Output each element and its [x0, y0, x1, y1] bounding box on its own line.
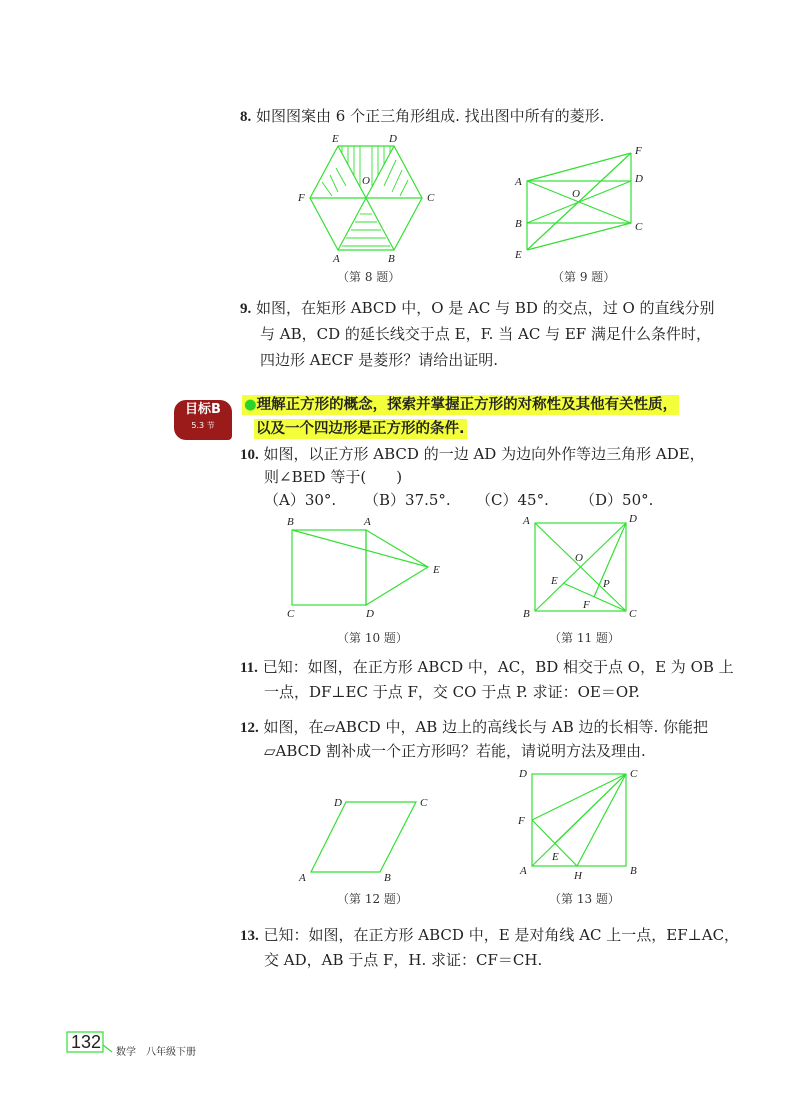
label-D: D: [635, 173, 643, 185]
label-F: F: [518, 815, 525, 827]
label-C: C: [420, 797, 428, 809]
option-d: （D）50°.: [580, 491, 654, 509]
label-A: A: [523, 515, 530, 527]
square-figure-11: [522, 513, 637, 620]
label-D: D: [389, 133, 397, 145]
question-text: 如图图案由 6 个正三角形组成. 找出图中所有的菱形.: [256, 107, 605, 125]
label-P: P: [603, 578, 610, 590]
option-a: （A）30°.: [264, 491, 337, 509]
label-C: C: [427, 192, 435, 204]
label-B: B: [388, 253, 395, 265]
question-number: 8.: [240, 109, 252, 125]
figure-8-caption: （第 8 题）: [337, 270, 401, 284]
question-12: [240, 717, 708, 738]
label-B: B: [523, 608, 530, 620]
question-10: [240, 444, 705, 465]
label-D: D: [334, 797, 342, 809]
question-text-line: 已知：如图，在正方形 ABCD 中，E 是对角线 AC 上一点，EF⊥AC，: [263, 926, 740, 944]
label-E: E: [332, 133, 339, 145]
label-O: O: [575, 552, 583, 564]
question-text-line: 四边形 AECF 是菱形？请给出证明.: [260, 351, 498, 369]
figure-12-caption: （第 12 题）: [337, 892, 408, 906]
label-E: E: [551, 575, 558, 587]
label-E: E: [433, 564, 440, 576]
objective-badge: [174, 400, 232, 440]
label-H: H: [574, 870, 582, 882]
question-number: 9.: [240, 301, 252, 317]
objective-badge-title: 目标B: [185, 402, 221, 417]
question-text-line: 则∠BED 等于( ): [264, 468, 403, 486]
question-number: 11.: [240, 660, 258, 676]
figure-11-caption: （第 11 题）: [549, 631, 620, 645]
label-B: B: [515, 218, 522, 230]
option-b: （B）37.5°.: [364, 491, 451, 509]
question-13: [240, 925, 739, 946]
question-text-line: 交 AD，AB 于点 F，H. 求证：CF＝CH.: [264, 951, 543, 969]
figure-10-caption: （第 10 题）: [337, 631, 408, 645]
question-number: 10.: [240, 447, 259, 463]
label-A: A: [299, 872, 306, 884]
square-figure-13: [517, 768, 638, 882]
question-text-line: 一点，DF⊥EC 于点 F，交 CO 于点 P. 求证：OE＝OP.: [264, 683, 640, 701]
label-B: B: [384, 872, 391, 884]
bullet-icon: ●: [244, 397, 257, 413]
label-C: C: [635, 221, 643, 233]
hexagon-figure: [297, 133, 435, 265]
label-C: C: [287, 608, 295, 620]
question-text-line: 已知：如图，在正方形 ABCD 中，AC，BD 相交于点 O，E 为 OB 上: [262, 658, 734, 676]
label-E: E: [552, 851, 559, 863]
parallelogram-figure-12: [298, 797, 428, 884]
question-11: [240, 657, 734, 678]
question-text-line: 与 AB，CD 的延长线交于点 E，F. 当 AC 与 EF 满足什么条件时，: [260, 325, 711, 343]
label-O: O: [572, 188, 580, 200]
label-B: B: [287, 516, 294, 528]
rectangle-figure-9: [514, 145, 643, 261]
objective-line: ●理解正方形的概念，探索并掌握正方形的对称性及其他有关性质，: [244, 397, 678, 413]
label-A: A: [520, 865, 527, 877]
label-F: F: [635, 145, 642, 157]
question-text-line: 如图，以正方形 ABCD 的一边 AD 为边向外作等边三角形 ADE，: [263, 445, 705, 463]
label-F: F: [583, 599, 590, 611]
question-9: [240, 298, 715, 319]
label-B: B: [630, 865, 637, 877]
label-D: D: [519, 768, 527, 780]
label-D: D: [629, 513, 637, 525]
label-C: C: [630, 768, 638, 780]
question-number: 13.: [240, 928, 259, 944]
question-number: 12.: [240, 720, 259, 736]
label-O: O: [362, 175, 370, 187]
label-E: E: [515, 249, 522, 261]
question-text-line: 如图，在▱ABCD 中，AB 边上的高线长与 AB 边的长相等. 你能把: [263, 718, 709, 736]
objective-line: 以及一个四边形是正方形的条件.: [256, 421, 465, 437]
objective-section: 5.3 节: [191, 421, 215, 430]
label-A: A: [333, 253, 340, 265]
figure-13-caption: （第 13 题）: [549, 892, 620, 906]
option-c: （C）45°.: [476, 491, 549, 509]
label-A: A: [364, 516, 371, 528]
book-title: 数学 八年级下册: [116, 1047, 196, 1058]
label-F: F: [298, 192, 305, 204]
figure-9-caption: （第 9 题）: [552, 270, 616, 284]
label-C: C: [629, 608, 637, 620]
question-text-line: ▱ABCD 割补成一个正方形吗？若能，请说明方法及理由.: [264, 742, 646, 760]
question-text-line: 如图，在矩形 ABCD 中，O 是 AC 与 BD 的交点，过 O 的直线分别: [256, 299, 715, 317]
page-number: 132: [70, 1032, 102, 1052]
label-A: A: [515, 176, 522, 188]
square-triangle-figure-10: [287, 516, 440, 620]
label-D: D: [366, 608, 374, 620]
